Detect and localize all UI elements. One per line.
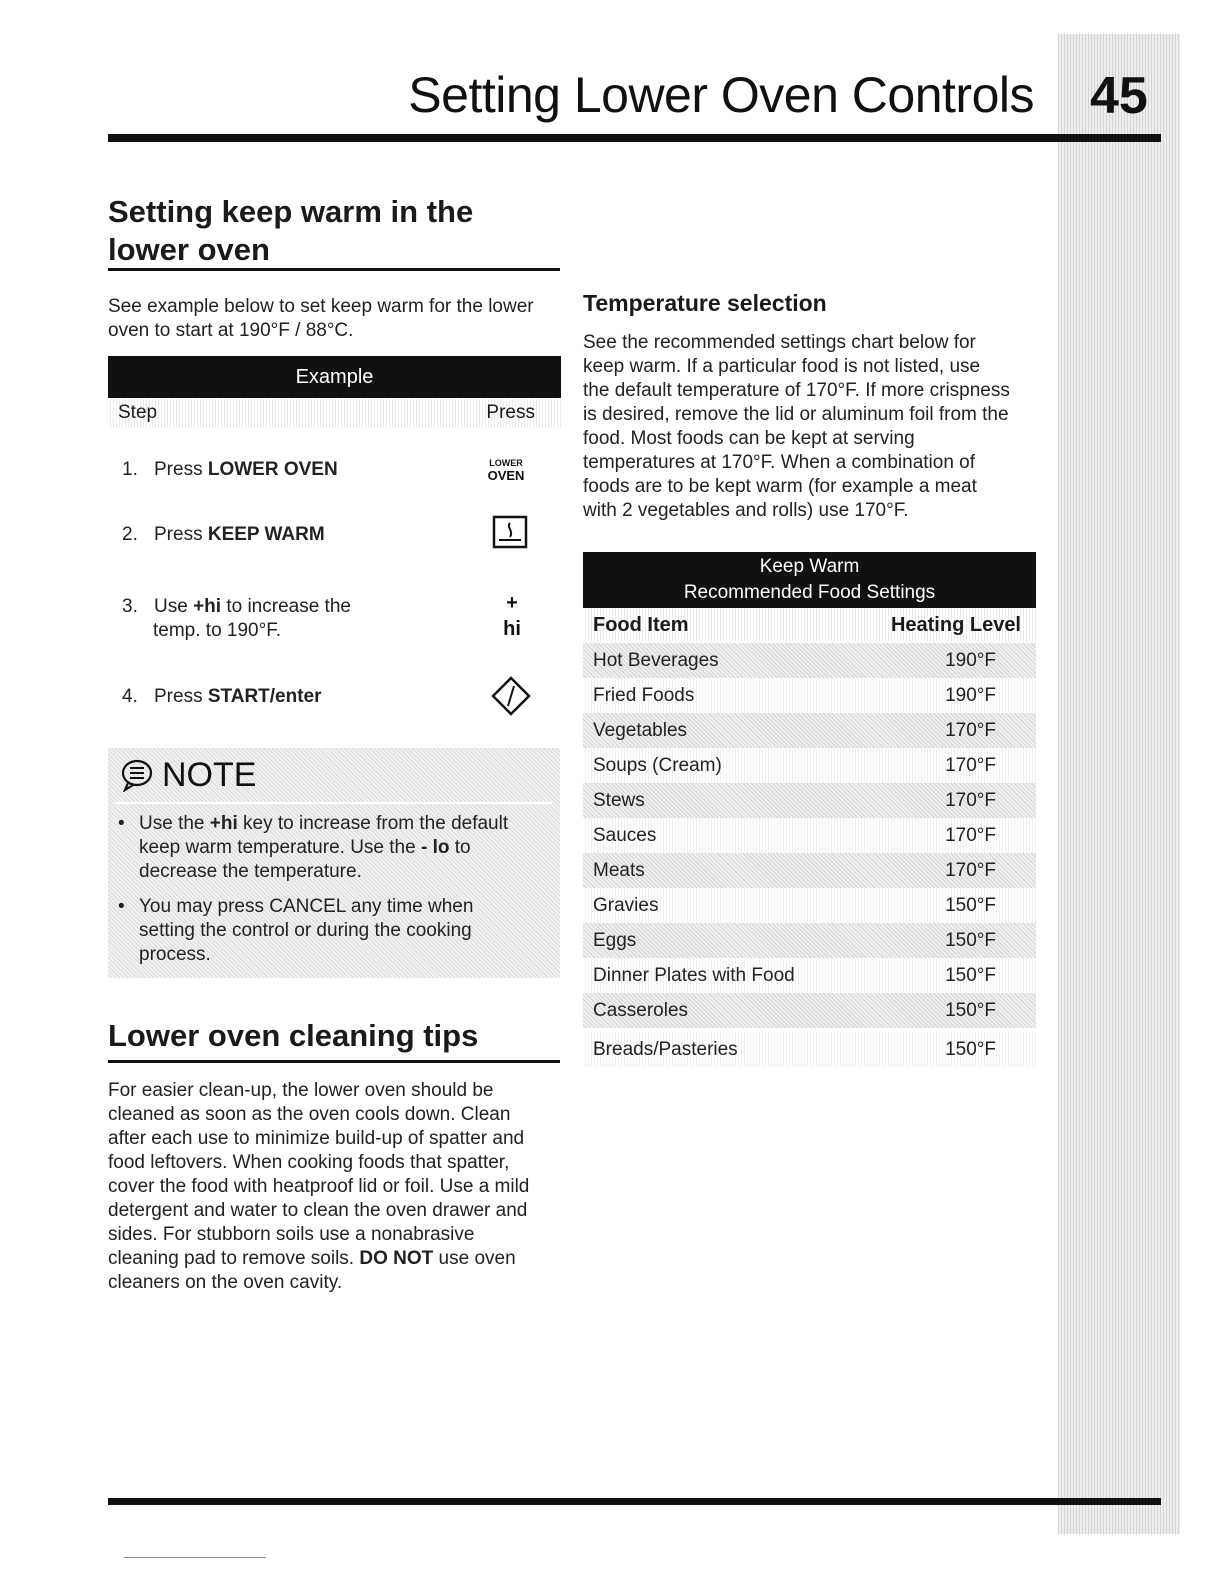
footer-link-underline <box>124 1557 266 1558</box>
example-column-headers <box>108 398 561 428</box>
table-row: Dinner Plates with Food 150°F <box>583 958 1036 993</box>
note-icon <box>120 758 154 792</box>
keep-warm-title-line1: Setting keep warm in the <box>108 194 474 229</box>
step-4: 4. Press START/enter <box>122 686 322 707</box>
keep-warm-intro: See example below to set keep warm for the lower oven to start at 190°F / 88°C. <box>108 296 534 341</box>
lower-oven-key-icon: LOWER OVEN <box>487 458 525 483</box>
step-2: 2. Press KEEP WARM <box>122 524 325 545</box>
table-row: Gravies 150°F <box>583 888 1036 923</box>
heating-level-column-header: Heating Level <box>890 614 1021 636</box>
header-rule <box>108 134 1161 142</box>
table-row: Casseroles 150°F <box>583 993 1036 1028</box>
table-row: Fried Foods 190°F <box>583 678 1036 713</box>
cleaning-section-title: Lower oven cleaning tips <box>108 1018 479 1053</box>
step-3: 3. Use +hi to increase the <box>122 596 351 617</box>
press-column-header: Press <box>486 402 535 423</box>
page-title: Setting Lower Oven Controls <box>408 67 1034 123</box>
example-header: Example <box>108 356 561 398</box>
note-divider <box>116 802 552 804</box>
note-item-1: • Use the +hi key to increase from the default keep warm temperature. Use the - lo to decrease the temperature. <box>118 813 509 882</box>
keep-warm-section-rule <box>108 268 560 271</box>
table-row: Sauces 170°F <box>583 818 1036 853</box>
note-box <box>108 748 560 978</box>
table-row: Meats 170°F <box>583 853 1036 888</box>
note-title: NOTE <box>120 754 256 795</box>
hi-key-label: hi <box>503 618 521 640</box>
table-row: Vegetables 170°F <box>583 713 1036 748</box>
step-1: 1. Press LOWER OVEN <box>122 459 338 480</box>
temperature-selection-title: Temperature selection <box>583 290 827 316</box>
table-row: Soups (Cream) 170°F <box>583 748 1036 783</box>
table-row: Hot Beverages 190°F <box>583 643 1036 678</box>
plus-key-icon: + <box>506 592 518 614</box>
table-row: Eggs 150°F <box>583 923 1036 958</box>
keep-warm-key-icon <box>492 515 528 549</box>
cleaning-section-rule <box>108 1060 560 1063</box>
cleaning-paragraph: For easier clean-up, the lower oven should be cleaned as soon as the oven cools down. Clean after each use to minimize build-up of spatter and food leftovers. When cooking foods that spatter, cover the food with heatproof lid or foil. Use a mild detergent and water to clean the oven drawer and sides. For stubborn soils use a nonabrasive cleaning pad to remove soils. DO NOT use oven cleaners on the oven cavity. <box>108 1080 530 1293</box>
step-column-header: Step <box>118 402 158 423</box>
step-3-line2: temp. to 190°F. <box>153 620 281 641</box>
start-enter-key-icon <box>490 675 532 717</box>
table-row: Breads/Pasteries 150°F <box>583 1032 1036 1067</box>
page-edge-stripe <box>1058 34 1180 1534</box>
keep-warm-table-column-headers <box>583 608 1036 642</box>
footer-rule <box>108 1498 1161 1505</box>
keep-warm-table-header: Keep Warm Recommended Food Settings <box>583 552 1036 608</box>
keep-warm-section-title <box>108 193 473 269</box>
food-item-column-header: Food Item <box>593 614 689 636</box>
page-number: 45 <box>1090 67 1148 125</box>
note-item-2: • You may press CANCEL any time when setting the control or during the cooking process. <box>118 896 474 965</box>
temperature-paragraph: See the recommended settings chart below for keep warm. If a particular food is not listed, use the default temperature of 170°F. If more crispness is desired, remove the lid or aluminum foil from the food. Most foods can be kept at serving temperatures at 170°F. When a combination of foods are to be kept warm (for example a meat with 2 vegetables and rolls) use 170°F. <box>583 332 1010 521</box>
keep-warm-title-line2: lower oven <box>108 232 270 267</box>
table-row: Stews 170°F <box>583 783 1036 818</box>
